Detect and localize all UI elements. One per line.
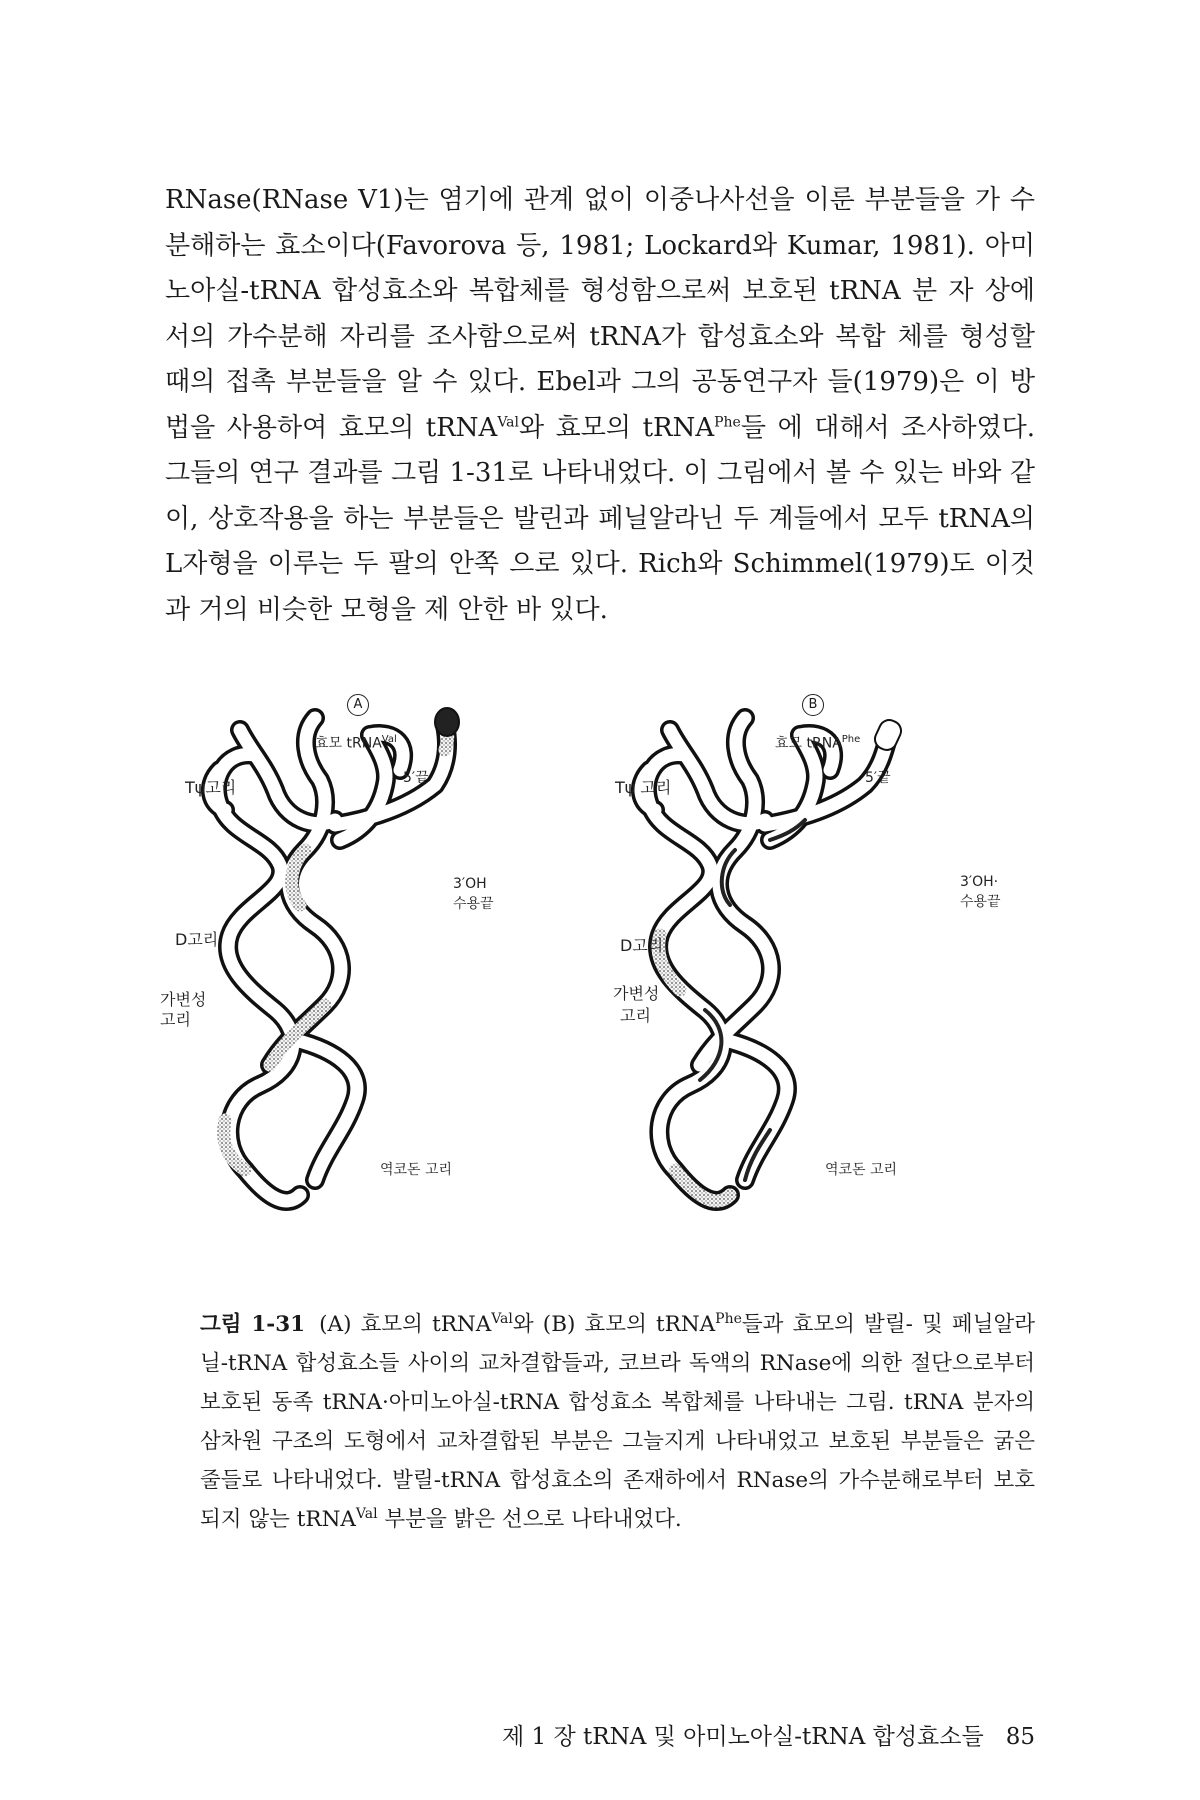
body-line: 안한 바 있다. [457, 594, 608, 625]
running-footer: 제 1 장 tRNA 및 아미노아실-tRNA 합성효소들 [502, 1724, 984, 1750]
panel-b-title [775, 730, 860, 754]
panel-b-variable-loop-label-1: 가변성 [613, 984, 660, 1003]
body-line: RNase(RNase V1)는 염기에 관계 없이 이중나사선을 이룬 부분들을 가 [165, 185, 1001, 215]
body-line: 이 그림에서 볼 수 있는 바와 같이, 상호작용을 하는 부분들은 발린과 [165, 458, 1036, 534]
figure-1-31 [160, 690, 1035, 1260]
body-paragraph [165, 178, 1035, 633]
panel-b-5-end-label: 5′끝 [865, 770, 891, 786]
panel-b-d-loop-label: D고리 [620, 936, 664, 955]
panel-b-variable-loop-label-2: 고리 [620, 1006, 651, 1025]
body-line: 으로 있다. Rich와 Schimmel(1979)도 이것과 거의 비슷한 모형을 제 [165, 549, 1036, 625]
body-line: 페닐알라닌 두 계들에서 모두 tRNA의 L자형을 이루는 두 팔의 안쪽 [165, 503, 1035, 579]
superscript: Phe [714, 413, 741, 430]
figure-caption [200, 1305, 1035, 1539]
panel-a-title-sup: Val [381, 734, 397, 745]
caption-text: 부분을 밝은 선으로 나타내었다. [377, 1507, 682, 1532]
body-line: 들 [740, 412, 766, 443]
panel-b-anticodon-label: 역코돈 고리 [825, 1162, 898, 1178]
page-footer [400, 1718, 1035, 1751]
panel-a-5-end-label: 5′끝 [403, 770, 429, 786]
panel-a-d-loop-label: D고리 [175, 930, 219, 949]
superscript: Val [491, 1310, 513, 1327]
panel-b-acceptor-label: 수용끝 [960, 894, 1001, 910]
panel-b-3oh-label: 3′OH· [960, 874, 999, 890]
caption-label: 그림 1-31 [200, 1312, 306, 1337]
panel-b-marker: B [802, 694, 824, 716]
caption-text: (A) 효모의 tRNA [319, 1312, 492, 1337]
body-line: 체를 형성할 때의 접촉 부분들을 알 수 있다. Ebel과 그의 공동연구자 [165, 321, 1035, 397]
panel-a-marker: A [347, 694, 369, 716]
panel-b-title-sup: Phe [841, 734, 861, 745]
caption-text: 들과 효모의 발릴- 및 페닐알라닐-tRNA 합성효소들 사이의 교차결합들과, 코브라 독액의 RNase에 의한 절단으로부터 보호된 동족 tRNA·아미노아실-tRNA 합성효소 복합체를 나타내는 그림. tRNA 분자의 삼차원 구조의 도형에서 교차결합된 부분은 그늘지게 나타내었고 보호된 부분들은 굵은 줄들로 나타내었다. 발릴-tRNA 합성효소의 존재하에서 RNase의 가수분해로부터 보호되지 않는 tRNA [200, 1312, 1035, 1532]
body-line: 에 대해서 조사하였다. 그들의 연구 결과를 그림 1-31로 나타내었다. [165, 412, 1036, 488]
panel-b-title-text: 효모 tRNA [775, 735, 842, 752]
panel-a-title-text: 효모 tRNA [315, 735, 382, 752]
panel-a-3oh-label: 3′OH [453, 876, 487, 892]
panel-b-t-loop-label: Tψ 고리 [615, 778, 672, 797]
superscript: Val [355, 1505, 378, 1522]
panel-a-variable-loop-label-1: 가변성 [160, 990, 207, 1009]
body-line: 수분해하는 효소이다(Favorova 등, 1981; Lockard와 Kumar, 1981). [165, 185, 1035, 261]
panel-a-anticodon-label: 역코돈 고리 [380, 1162, 453, 1178]
body-line: 아미노아실-tRNA 합성효소와 복합체를 형성함으로써 보호된 tRNA 분 [165, 230, 1035, 306]
caption-text: 와 (B) 효모의 tRNA [512, 1312, 716, 1337]
body-line: 들(1979)은 이 방법을 사용하여 효모의 tRNA [165, 367, 1036, 443]
body-line: 와 효모의 tRNA [518, 412, 715, 443]
superscript: Val [497, 413, 519, 430]
panel-a-t-loop-label: Tψ고리 [185, 778, 237, 797]
superscript: Phe [715, 1310, 742, 1327]
body-line: 자 상에서의 가수분해 자리를 조사함으로써 tRNA가 합성효소와 복합 [165, 276, 1035, 352]
panel-b-drawing [641, 717, 904, 1201]
panel-a-title [315, 730, 397, 754]
page-number: 85 [1005, 1724, 1035, 1750]
panel-a-variable-loop-label-2: 고리 [160, 1010, 191, 1029]
panel-a-acceptor-label: 수용끝 [453, 896, 494, 912]
trna-structure-drawings [165, 690, 1035, 1260]
